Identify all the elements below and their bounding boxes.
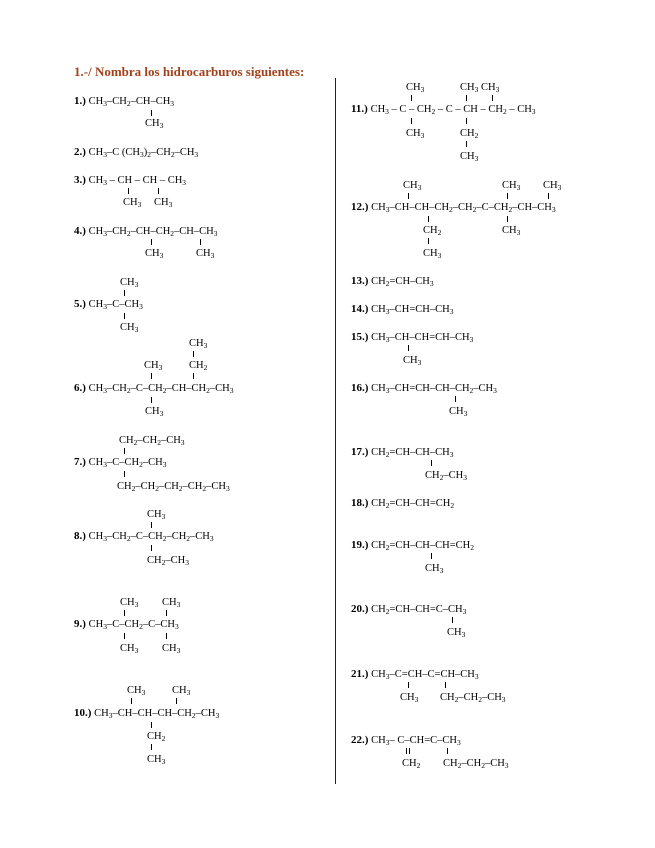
substituent: $CH_3$ xyxy=(406,128,425,140)
formula-number: 13.) xyxy=(351,275,369,287)
formula-15 xyxy=(351,331,473,346)
substituent: $CH_3$ xyxy=(120,643,139,655)
bond-line xyxy=(408,682,409,688)
substituent: $CH_3$ xyxy=(154,197,173,209)
substituent: $CH_2$ xyxy=(147,731,166,743)
main-chain: $CH_3$ – C – $CH_2$ – C – CH – $CH_2 - CH_3$ xyxy=(370,104,536,116)
substituent: $CH_3$ xyxy=(127,685,146,697)
main-chain: $CH_3-CH_2-C-CH_2-CH-CH_2-CH_3$ xyxy=(88,383,234,395)
bond-line xyxy=(124,448,125,454)
bond-line xyxy=(466,95,467,101)
formula-17 xyxy=(351,446,453,461)
bond-line xyxy=(151,110,152,116)
formula-number: 11.) xyxy=(351,103,368,115)
substituent: $CH_3$ xyxy=(162,597,181,609)
substituent: $CH_2-CH_2-CH_3$ xyxy=(443,758,509,770)
formula-12 xyxy=(351,201,556,216)
main-chain: $CH_3-CH-CH-CH-CH_2-CH_3$ xyxy=(94,708,220,720)
formula-number: 3.) xyxy=(74,174,86,186)
bond-line xyxy=(166,610,167,616)
double-bond-line xyxy=(406,748,410,754)
main-chain: $CH_3-CH=CH-CH_3$ xyxy=(371,304,454,316)
formula-10 xyxy=(74,707,219,722)
substituent: $CH_2-CH_2-CH_3$ xyxy=(440,692,506,704)
bond-line xyxy=(455,396,456,402)
substituent: $CH_3$ xyxy=(147,754,166,766)
formula-number: 15.) xyxy=(351,331,369,343)
bond-line xyxy=(151,522,152,528)
formula-3 xyxy=(74,174,186,189)
bond-line xyxy=(151,545,152,551)
formula-number: 14.) xyxy=(351,303,369,315)
substituent: $CH_3$ xyxy=(425,563,444,575)
bond-line xyxy=(408,193,409,199)
formula-number: 5.) xyxy=(74,298,86,310)
substituent: $CH_3$ xyxy=(449,406,468,418)
substituent: $CH_2$ xyxy=(189,360,208,372)
substituent: $CH_3$ xyxy=(403,355,422,367)
bond-line xyxy=(431,553,432,559)
substituent: $CH_3$ xyxy=(196,248,215,260)
substituent: $CH_3$ xyxy=(120,597,139,609)
bond-line xyxy=(548,193,549,199)
substituent: $CH_3$ xyxy=(145,406,164,418)
bond-line xyxy=(428,216,429,222)
bond-line xyxy=(411,118,412,124)
formula-number: 17.) xyxy=(351,446,369,458)
main-chain: $CH_2=CH-CH=C-CH_3$ xyxy=(371,604,467,616)
substituent: $CH_2-CH_3$ xyxy=(425,470,467,482)
substituent: $CH_2-CH_3$ xyxy=(147,555,189,567)
formula-21 xyxy=(351,668,479,683)
substituent: $CH_2-CH_2-CH_3$ xyxy=(119,435,185,447)
bond-line xyxy=(492,95,493,101)
bond-line xyxy=(124,633,125,639)
formula-number: 19.) xyxy=(351,539,369,551)
formula-18 xyxy=(351,497,454,512)
bond-line xyxy=(158,188,159,194)
formula-13 xyxy=(351,275,434,290)
formula-11 xyxy=(351,103,536,118)
bond-line xyxy=(131,698,132,704)
bond-line xyxy=(452,617,453,623)
formula-number: 9.) xyxy=(74,618,86,630)
formula-5 xyxy=(74,298,143,313)
bond-line xyxy=(176,698,177,704)
substituent: $CH_3$ xyxy=(502,225,521,237)
formula-2 xyxy=(74,146,198,161)
substituent: $CH_3$ xyxy=(147,509,166,521)
bond-line xyxy=(466,118,467,124)
formula-number: 21.) xyxy=(351,668,369,680)
formula-number: 12.) xyxy=(351,201,369,213)
bond-line xyxy=(466,141,467,147)
substituent: $CH_3$ xyxy=(403,180,422,192)
formula-number: 7.) xyxy=(74,456,86,468)
bond-line xyxy=(124,610,125,616)
formula-number: 22.) xyxy=(351,734,369,746)
main-chain: $CH_3-C$ $(CH_3)_2-CH_2-CH_3$ xyxy=(88,147,199,159)
formula-number: 10.) xyxy=(74,707,92,719)
substituent: $CH_3$ $CH_3$ xyxy=(460,82,500,94)
formula-4 xyxy=(74,225,217,240)
formula-number: 4.) xyxy=(74,225,86,237)
formula-22 xyxy=(351,734,461,749)
main-chain: $CH_2=CH-CH-CH_3$ xyxy=(371,447,454,459)
formula-number: 8.) xyxy=(74,530,86,542)
formula-6 xyxy=(74,382,233,397)
bond-line xyxy=(507,216,508,222)
substituent: $CH_2$ xyxy=(423,225,442,237)
bond-line xyxy=(151,744,152,750)
bond-line xyxy=(124,290,125,296)
formula-20 xyxy=(351,603,466,618)
formula-1 xyxy=(74,95,174,110)
substituent: $CH_3$ xyxy=(460,151,479,163)
substituent: $CH_3$ xyxy=(144,360,163,372)
substituent: $CH_3$ xyxy=(189,338,208,350)
formula-number: 20.) xyxy=(351,603,369,615)
substituent: $CH_3$ xyxy=(120,322,139,334)
substituent: $CH_2$ xyxy=(460,128,479,140)
bond-line xyxy=(193,351,194,357)
main-chain: $CH_3-CH=CH-CH-CH_2-CH_3$ xyxy=(371,383,497,395)
bond-line xyxy=(151,239,152,245)
formula-9 xyxy=(74,618,179,633)
formula-19 xyxy=(351,539,474,554)
main-chain: $CH_3-C-CH_2-C-CH_3$ xyxy=(88,619,179,631)
bond-line xyxy=(151,397,152,403)
bond-line xyxy=(431,460,432,466)
substituent: $CH_3$ xyxy=(120,277,139,289)
substituent: $CH_3$ xyxy=(400,692,419,704)
bond-line xyxy=(408,345,409,351)
bond-line xyxy=(200,239,201,245)
bond-line xyxy=(124,471,125,477)
substituent: $CH_3$ xyxy=(406,82,425,94)
column-divider xyxy=(335,78,336,784)
main-chain: $CH_3-CH_2-C-CH_2-CH_2-CH_3$ xyxy=(88,531,214,543)
bond-line xyxy=(128,188,129,194)
substituent: $CH_3$ xyxy=(543,180,562,192)
main-chain: $CH_3-CH_2-CH-CH_2-CH-CH_3$ xyxy=(88,226,218,238)
main-chain: $CH_3-CH-CH-CH_2-CH_2-C-CH_2-CH-CH_3$ xyxy=(371,202,556,214)
main-chain: $CH_2=CH-CH-CH=CH_2$ xyxy=(371,540,474,552)
main-chain: $CH_2=CH-CH=CH_2$ xyxy=(371,498,455,510)
formula-7 xyxy=(74,456,166,471)
substituent: $CH_3$ xyxy=(162,643,181,655)
main-chain: $CH_3-C-CH_3$ xyxy=(88,299,143,311)
bond-line xyxy=(507,193,508,199)
main-chain: $CH_3-CH-CH=CH-CH_3$ xyxy=(371,332,474,344)
substituent: $CH_3$ xyxy=(145,248,164,260)
bond-line xyxy=(428,238,429,244)
main-chain: $CH_3-$ $C-CH=C-CH_3$ xyxy=(371,735,461,747)
substituent: $CH_2$ xyxy=(402,758,421,770)
formula-16 xyxy=(351,382,497,397)
formula-number: 18.) xyxy=(351,497,369,509)
bond-line xyxy=(124,313,125,319)
bond-line xyxy=(411,95,412,101)
substituent: $CH_3$ xyxy=(123,197,142,209)
formula-number: 1.) xyxy=(74,95,86,107)
substituent: $CH_3$ xyxy=(145,118,164,130)
main-chain: $CH_3-CH_2-CH-CH_3$ xyxy=(88,96,175,108)
formula-14 xyxy=(351,303,453,318)
bond-line xyxy=(151,373,152,379)
substituent: $CH_3$ xyxy=(172,685,191,697)
formula-number: 16.) xyxy=(351,382,369,394)
formula-number: 2.) xyxy=(74,146,86,158)
substituent: $CH_3$ xyxy=(447,627,466,639)
formula-number: 6.) xyxy=(74,382,86,394)
bond-line xyxy=(445,682,446,688)
substituent: $CH_3$ xyxy=(502,180,521,192)
substituent: $CH_3$ xyxy=(423,248,442,260)
bond-line xyxy=(193,373,194,379)
main-chain: $CH_2=CH-CH_3$ xyxy=(371,276,434,288)
bond-line xyxy=(151,722,152,728)
formula-8 xyxy=(74,530,214,545)
main-chain: $CH_3$ – CH – CH – $CH_3$ xyxy=(88,175,187,187)
substituent: $CH_2-CH_2-CH_2-CH_2-CH_3$ xyxy=(117,481,230,493)
exercise-title: 1.-/ Nombra los hidrocarburos siguientes: xyxy=(74,64,305,79)
main-chain: $CH_3-C-CH_2-CH_3$ xyxy=(88,457,167,469)
bond-line xyxy=(166,633,167,639)
main-chain: $CH_3-C=CH-C=CH-CH_3$ xyxy=(371,669,479,681)
bond-line xyxy=(447,748,448,754)
